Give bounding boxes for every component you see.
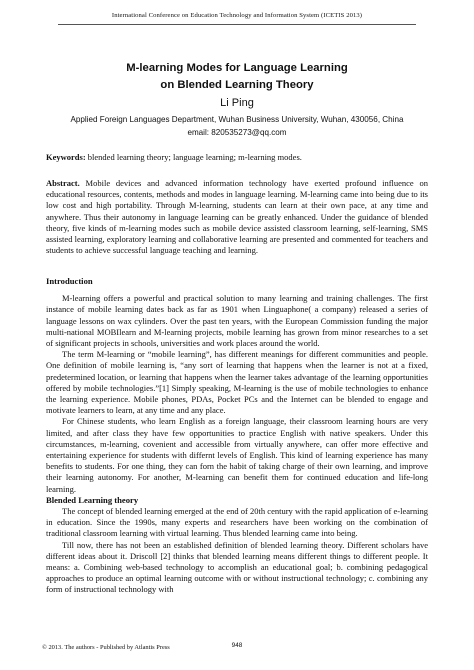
paper-title-line-2: on Blended Learning Theory: [160, 79, 314, 91]
keywords-section: [46, 152, 428, 163]
introduction-heading: Introduction: [46, 276, 93, 286]
author-name: Li Ping: [220, 97, 254, 109]
abstract-section: [46, 178, 428, 256]
conference-header: International Conference on Education Technology and Information System (ICETIS 2013): [111, 12, 363, 19]
intro-paragraph: For Chinese students, who learn English as a foreign language, their classroom learning hours are very limited, and after class they have few opportunities to practice English with native speakers. Under this circumstances, m-learning, covenient and accessible from virtually anywhere, can offer more effective and entertaining experience for students with differnt levels of English. This kind of learning experience has many benefits to students. For one thing, they can forn the habit of taking charge of their own learning, and improve their learning autonomy. For another, M-learning can benefit them for continued education and life-long learning.: [46, 416, 428, 494]
header-divider: [58, 24, 416, 25]
abstract-text: Mobile devices and advanced information technology have exerted profound influence on educational resources, contents, methods and modes in language learning. M-learning came into being due to its low cost and high portability. Through M-learning, students can learn at their own pace, at any time and anywhere. Thus their autonomy in language learning can be greatly enhanced. Under the guidance of blended theory, five kinds of m-learning modes such as mobile device assisted classroom learning, self-learning, SMS assisted learning, exploratory learning and collaborative learning are presented and commented for teachers and students to achieve successful language teaching and learning.: [46, 178, 428, 256]
page-number: 948: [231, 642, 243, 649]
paper-title-line-1: M-learning Modes for Language Learning: [126, 62, 348, 74]
abstract-label: Abstract.: [46, 178, 80, 188]
intro-paragraph: M-learning offers a powerful and practical solution to many learning and training challenges. The first instance of mobile learning dates back as far as 1901 when Linguaphone( a company) released a series of language lessons on wax cylinders. Over the past ten years, with the European Commission funding the major multi-national MOBIlearn and M-learning projects, mobile learning has grown from minor researches to a set of significant projects in schools, universities and work places around the world.: [46, 293, 428, 349]
author-email: email: 820535273@qq.com: [187, 128, 287, 137]
blended-paragraph: Till now, there has not been an established definition of blended learning theory. Different scholars have different ideas about it. Driscoll [2] thinks that blended learning means different things to different people. It means: a. Combining web-based technology to accomplish an educational goal; b. combining pedagogical approaches to produce an optimal learning outcome with or without instructional technology; c. combining any form of instructional technology with: [46, 539, 428, 595]
blended-heading: Blended Learning theory: [46, 494, 139, 505]
author-affiliation: Applied Foreign Languages Department, Wuhan Business University, Wuhan, 430056, China: [70, 115, 404, 124]
title-block: [0, 60, 474, 139]
intro-paragraph: The term M-learning or “mobile learning”, has different meanings for different communities and people. One definition of mobile learning is, “any sort of learning that happens when the learner is not at a fixed, predetermined location, or learning that happens when the learner takes advantage of the learning opportunities offered by mobile technologies.”[1] Simply speaking, M-learning is the use of mobile technologies to enhance the learning experience. Mobile phones, PDAs, Pocket PCs and the Internet can be blended to engage and motivate learners to learn, at any time and any place.: [46, 349, 428, 416]
body-sections: [46, 276, 428, 596]
keywords-label: Keywords:: [46, 152, 86, 162]
blended-paragraph: The concept of blended learning emerged at the end of 20th century with the rapid application of e-learning in education. Since the 1990s, many experts and researchers have been working on the combination of traditional classroom learning with virtual learning. Thus blended learning came into being.: [46, 506, 428, 539]
keywords-text: blended learning theory; language learning; m-learning modes.: [87, 152, 302, 162]
copyright-footer: © 2013. The authors - Published by Atlantis Press: [42, 644, 170, 651]
